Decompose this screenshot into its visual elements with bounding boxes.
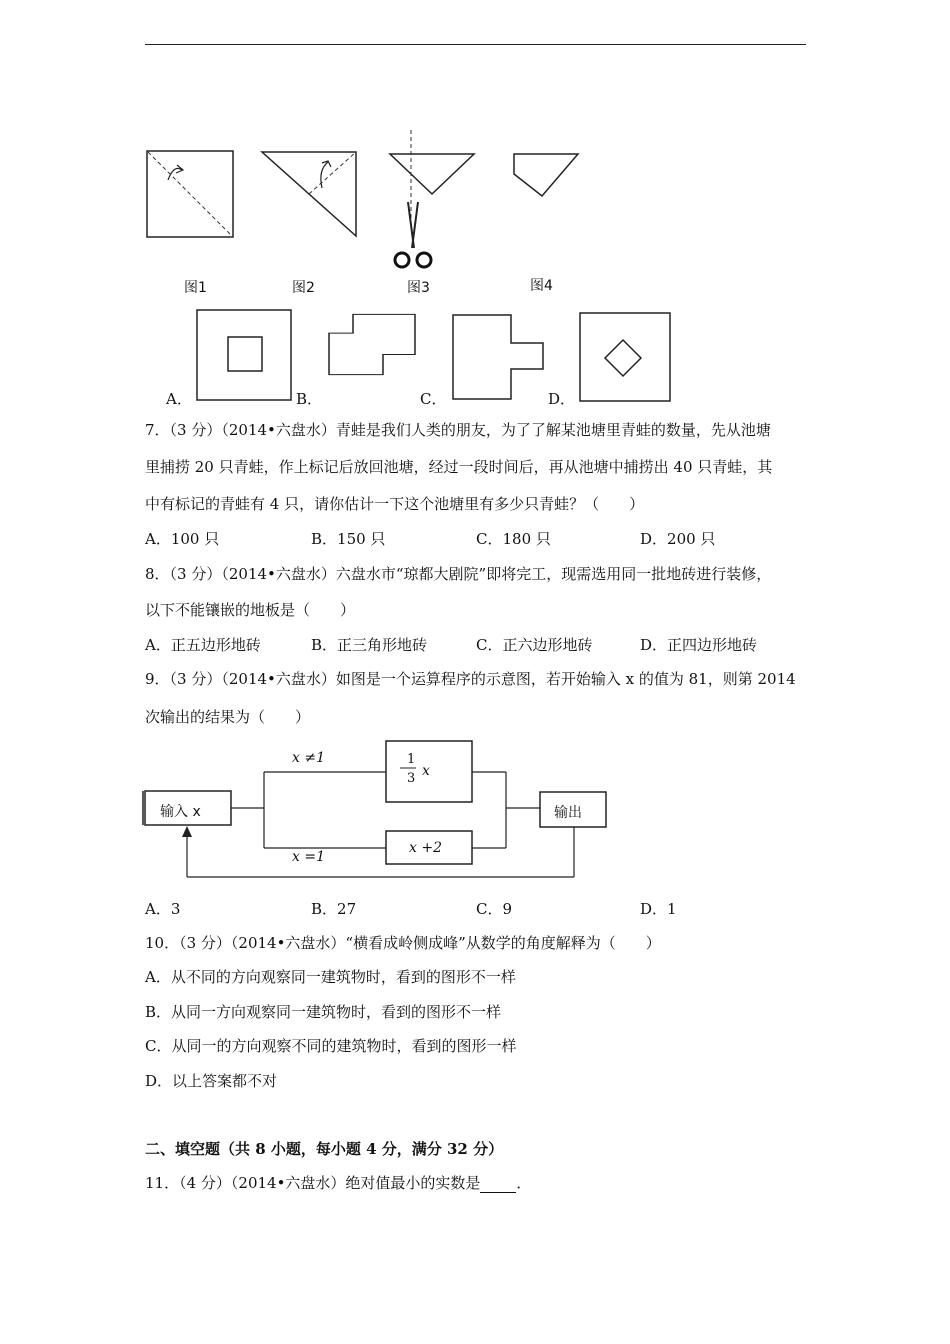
figure-option-b-label: B． — [296, 390, 323, 408]
option-a-figure — [196, 309, 294, 403]
flow-condition-one: x =1 — [292, 849, 325, 865]
q10-stem: 10．（3 分）（2014•六盘水）“横看成岭侧成峰”从数学的角度解释为（ ） — [145, 934, 661, 952]
q9-option-d: D．1 — [640, 900, 677, 918]
q10-option-d: D．以上答案都不对 — [145, 1072, 278, 1090]
q10-option-a: A．从不同的方向观察同一建筑物时，看到的图形不一样 — [145, 968, 516, 986]
option-b-figure — [327, 313, 419, 377]
q7-option-a: A．100 只 — [145, 530, 220, 548]
flow-condition-not-one: x ≠1 — [292, 750, 325, 766]
figure-option-c-label: C． — [420, 390, 447, 408]
q7-line-3: 中有标记的青蛙有 4 只，请你估计一下这个池塘里有多少只青蛙？（ ） — [145, 495, 645, 513]
q7-option-c: C．180 只 — [476, 530, 551, 548]
figure-caption-3: 图3 — [407, 280, 430, 296]
q9-line-1: 9．（3 分）（2014•六盘水）如图是一个运算程序的示意图，若开始输入 x 的值为 81，则第 2014 — [145, 670, 796, 688]
q8-line-1: 8．（3 分）（2014•六盘水）六盘水市“琼都大剧院”即将完工，现需选用同一批地砖进行装修， — [145, 565, 772, 583]
section-2-title: 二、填空题（共 8 小题，每小题 4 分，满分 32 分） — [145, 1140, 504, 1158]
figure-option-d-label: D． — [548, 390, 576, 408]
q8-option-b: B．正三角形地砖 — [311, 636, 428, 654]
flow-output-label: 输出 — [554, 805, 582, 821]
q8-line-2: 以下不能镶嵌的地板是（ ） — [145, 601, 356, 619]
flow-fraction-variable: x — [422, 763, 430, 779]
q7-line-1: 7．（3 分）（2014•六盘水）青蛙是我们人类的朋友，为了了解某池塘里青蛙的数量，先从池塘 — [145, 421, 771, 439]
q11-line — [145, 1172, 531, 1193]
q9-option-b: B．27 — [311, 900, 357, 918]
q9-option-c: C．9 — [476, 900, 513, 918]
figure-1-square-fold — [146, 150, 236, 240]
q8-option-d: D．正四边形地砖 — [640, 636, 758, 654]
q11-end: ． — [516, 1174, 532, 1192]
flow-input-label: 输入 x — [160, 804, 201, 820]
q8-option-c: C．正六边形地砖 — [476, 636, 593, 654]
q7-option-d: D．200 只 — [640, 530, 716, 548]
figure-2-triangle-fold — [260, 150, 360, 240]
figure-caption-4: 图4 — [530, 278, 553, 294]
figure-4-result — [512, 152, 582, 200]
option-c-figure — [451, 313, 547, 403]
q7-line-2: 里捕捞 20 只青蛙，作上标记后放回池塘，经过一段时间后，再从池塘中捕捞出 40 只青蛙，其 — [145, 458, 773, 476]
scissors-icon — [395, 202, 431, 267]
figure-option-a-label: A． — [166, 390, 192, 408]
flow-plus-two: x +2 — [409, 840, 442, 856]
figure-3-cut — [388, 128, 478, 278]
feedback-arrow-icon — [182, 826, 192, 837]
flow-fraction-numerator: 1 — [407, 752, 416, 767]
q7-option-b: B．150 只 — [311, 530, 386, 548]
figure-caption-2: 图2 — [292, 280, 315, 296]
q10-option-c: C．从同一的方向观察不同的建筑物时，看到的图形一样 — [145, 1037, 517, 1055]
q9-line-2: 次输出的结果为（ ） — [145, 708, 311, 726]
q9-option-a: A．3 — [145, 900, 181, 918]
header-rule — [145, 44, 806, 45]
figure-caption-1: 图1 — [184, 280, 207, 296]
q9-flowchart — [140, 735, 620, 885]
option-d-figure — [579, 312, 673, 404]
q10-option-b: B．从同一方向观察同一建筑物时，看到的图形不一样 — [145, 1003, 502, 1021]
q11-text: 11．（4 分）（2014•六盘水）绝对值最小的实数是 — [145, 1174, 481, 1192]
flow-fraction-denominator: 3 — [407, 771, 416, 786]
q11-answer-blank[interactable] — [480, 1178, 516, 1193]
q8-option-a: A．正五边形地砖 — [145, 636, 261, 654]
